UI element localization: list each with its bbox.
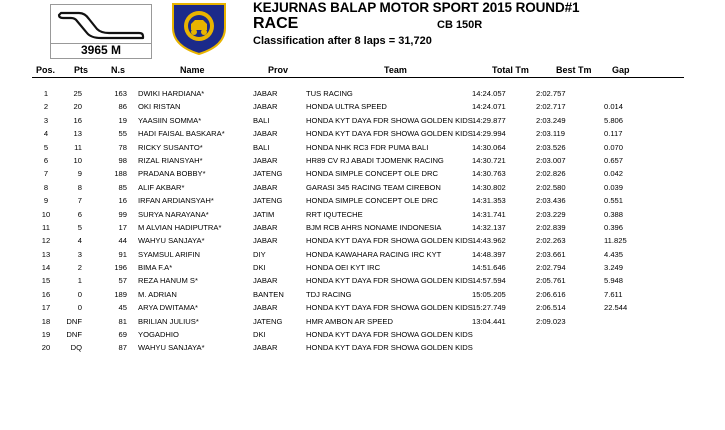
province-cell: JABAR [253,303,278,313]
rider-name-cell: BIMA F.A* [138,263,173,273]
team-cell: HONDA KYT DAYA FDR SHOWA GOLDEN KIDS [306,330,473,340]
rider-name-cell: WAHYU SANJAYA* [138,236,205,246]
rider-name-cell: ALIF AKBAR* [138,182,185,192]
rider-name-cell: HADI FAISAL BASKARA* [138,129,225,139]
number-cell: 57 [118,276,127,286]
class-name: CB 150R [437,19,483,31]
team-cell: HONDA ULTRA SPEED [306,102,387,112]
gap-cell: 22.544 [604,303,628,313]
session-title: RACE [253,15,299,32]
total-time-cell: 14:32.137 [472,222,506,232]
table-row [0,221,725,234]
table-row [0,181,725,194]
number-cell: 69 [118,330,127,340]
rider-name-cell: YAASIIN SOMMA* [138,115,202,125]
gap-cell: 0.388 [604,209,624,219]
table-row [0,208,725,221]
province-cell: BANTEN [253,289,284,299]
pos-cell: 13 [41,249,51,259]
circuit-map-icon [50,4,152,44]
province-cell: JATENG [253,169,283,179]
number-cell: 189 [114,289,127,299]
province-cell: JABAR [253,89,278,98]
pos-cell: 16 [41,289,51,299]
column-header-name: Name [180,65,205,75]
pts-cell: 25 [73,89,82,98]
pos-cell: 8 [43,182,49,192]
column-header-team: Team [384,65,407,75]
rider-name-cell: ARYA DWITAMA* [138,303,198,313]
table-row [0,341,725,354]
best-time-cell: 2:09.023 [536,316,566,326]
pos-cell: 3 [43,115,49,125]
total-time-cell: 14:30.802 [472,182,506,192]
number-cell: 98 [118,155,127,165]
province-cell: JABAR [253,155,278,165]
province-cell: JABAR [253,102,278,112]
pts-cell: 10 [73,155,82,165]
province-cell: JATENG [253,196,283,206]
best-time-cell: 2:05.761 [536,276,566,286]
pts-cell: 13 [73,129,82,139]
pos-cell: 15 [41,276,51,286]
pos-cell: 18 [41,316,51,326]
pts-cell: 7 [77,196,82,206]
best-time-cell: 2:03.526 [536,142,566,152]
table-row [0,100,725,113]
column-header-ns: N.s [111,65,126,75]
table-row [0,315,725,328]
circuit-length: 3965 M [50,42,152,59]
team-cell: HONDA SIMPLE CONCEPT OLE DRC [306,196,438,206]
results-table [0,87,725,355]
gap-cell: 3.249 [604,263,624,273]
team-cell: HONDA KYT DAYA FDR SHOWA GOLDEN KIDS [306,129,473,139]
pts-cell: DNF [66,316,82,326]
best-time-cell: 2:06.616 [536,289,566,299]
rider-name-cell: SURYA NARAYANA* [138,209,209,219]
best-time-cell: 2:02.826 [536,169,566,179]
number-cell: 78 [118,142,127,152]
number-cell: 17 [118,222,127,232]
total-time-cell: 14:48.397 [472,249,506,259]
pts-cell: 2 [77,263,82,273]
pos-cell: 4 [43,129,49,139]
best-time-cell: 2:03.119 [536,129,565,139]
pos-cell: 14 [41,263,51,273]
column-header-gap: Gap [612,65,630,75]
pts-cell: 0 [77,303,82,313]
gap-cell: 0.396 [604,222,624,232]
pts-cell: 3 [77,249,82,259]
rider-name-cell: WAHYU SANJAYA* [138,343,205,353]
province-cell: JABAR [253,236,278,246]
pts-cell: 16 [73,115,82,125]
number-cell: 91 [118,249,127,259]
rider-name-cell: RICKY SUSANTO* [138,142,203,152]
number-cell: 196 [114,263,127,273]
province-cell: JABAR [253,276,278,286]
rider-name-cell: SYAMSUL ARIFIN [138,249,201,259]
number-cell: 99 [118,209,127,219]
province-cell: JABAR [253,182,278,192]
rider-name-cell: PRADANA BOBBY* [138,169,206,179]
pts-cell: 6 [77,209,82,219]
number-cell: 19 [118,115,127,125]
table-row [0,194,725,207]
best-time-cell: 2:02.794 [536,263,566,273]
table-row [0,154,725,167]
total-time-cell: 14:24.071 [472,102,506,112]
pts-cell: 9 [77,169,82,179]
column-header-pts: Pts [74,65,89,75]
best-time-cell: 2:02.580 [536,182,566,192]
number-cell: 85 [118,182,127,192]
gap-cell: 5.806 [604,115,624,125]
team-cell: HMR AMBON AR SPEED [306,316,393,326]
best-time-cell: 2:06.514 [536,303,566,313]
number-cell: 86 [118,102,127,112]
best-time-cell: 2:03.436 [536,196,566,206]
gap-cell: 11.825 [604,236,627,246]
team-cell: BJM RCB AHRS NONAME INDONESIA [306,222,442,232]
table-row [0,328,725,341]
number-cell: 81 [118,316,127,326]
team-cell: TUS RACING [306,89,353,98]
total-time-cell: 14:30.721 [472,155,506,165]
total-time-cell: 14:29.877 [472,115,506,125]
total-time-cell: 14:30.763 [472,169,506,179]
column-header-best-time: Best Tm [556,65,592,75]
rider-name-cell: DWIKI HARDIANA* [138,89,205,98]
table-row [0,141,725,154]
pos-cell: 10 [41,209,51,219]
pos-cell: 5 [43,142,49,152]
best-time-cell: 2:03.249 [536,115,566,125]
pos-cell: 11 [42,222,50,232]
total-time-cell: 13:04.441 [472,316,506,326]
team-cell: HONDA OEI KYT IRC [306,263,381,273]
table-row [0,274,725,287]
rider-name-cell: BRILIAN JULIUS* [138,316,199,326]
pos-cell: 12 [41,236,51,246]
pos-cell: 7 [43,169,49,179]
team-cell: HONDA KYT DAYA FDR SHOWA GOLDEN KIDS [306,303,473,313]
best-time-cell: 2:02.839 [536,222,566,232]
province-cell: JATENG [253,316,283,326]
total-time-cell: 14:51.646 [472,263,506,273]
column-header-total-time: Total Tm [492,65,529,75]
pts-cell: 20 [73,102,82,112]
pos-cell: 19 [41,330,51,340]
gap-cell: 0.117 [604,129,623,139]
rider-name-cell: M. ADRIAN [138,289,177,299]
total-time-cell: 14:43.962 [472,236,506,246]
table-row [0,261,725,274]
total-time-cell: 14:29.994 [472,129,506,139]
total-time-cell: 14:31.741 [472,209,506,219]
number-cell: 163 [114,89,127,98]
table-row [0,127,725,140]
gap-cell: 0.039 [604,182,624,192]
pos-cell: 1 [43,89,49,98]
gap-cell: 0.551 [604,196,624,206]
pos-cell: 17 [41,303,51,313]
gap-cell: 4.435 [604,249,624,259]
table-row [0,114,725,127]
team-cell: HONDA NHK RC3 FDR PUMA BALI [306,142,429,152]
number-cell: 44 [118,236,127,246]
team-cell: TDJ RACING [306,289,352,299]
total-time-cell: 15:05.205 [472,289,506,299]
pts-cell: 5 [77,222,82,232]
province-cell: DIY [253,249,266,259]
column-header-prov: Prov [268,65,289,75]
rider-name-cell: RIZAL RIANSYAH* [138,155,203,165]
number-cell: 16 [118,196,127,206]
table-row [0,288,725,301]
province-cell: JABAR [253,222,278,232]
pos-cell: 20 [41,343,51,353]
best-time-cell: 2:03.007 [536,155,566,165]
pts-cell: DNF [66,330,82,340]
rider-name-cell: OKI RISTAN [138,102,181,112]
rider-name-cell: IRFAN ARDIANSYAH* [138,196,214,206]
pts-cell: 11 [74,142,82,152]
province-cell: JABAR [253,129,278,139]
rider-name-cell: M ALVIAN HADIPUTRA* [138,222,222,232]
number-cell: 45 [118,303,127,313]
gap-cell: 7.611 [604,289,623,299]
gap-cell: 0.042 [604,169,624,179]
team-cell: HR89 CV RJ ABADI TJOMENK RACING [306,155,444,165]
table-row [0,301,725,314]
team-cell: HONDA SIMPLE CONCEPT OLE DRC [306,169,438,179]
pts-cell: 8 [77,182,82,192]
team-cell: HONDA KYT DAYA FDR SHOWA GOLDEN KIDS [306,236,473,246]
number-cell: 188 [114,169,127,179]
table-row [0,167,725,180]
team-cell: HONDA KAWAHARA RACING IRC KYT [306,249,442,259]
pts-cell: 0 [77,289,82,299]
pos-cell: 6 [43,155,49,165]
team-cell: HONDA KYT DAYA FDR SHOWA GOLDEN KIDS [306,343,473,353]
total-time-cell: 14:57.594 [472,276,506,286]
team-cell: RRT IQUTECHE [306,209,363,219]
column-header-pos: Pos. [36,65,56,75]
province-cell: JABAR [253,343,278,353]
table-row [0,248,725,261]
team-cell: HONDA KYT DAYA FDR SHOWA GOLDEN KIDS [306,115,473,125]
best-time-cell: 2:03.661 [536,249,566,259]
gap-cell: 0.014 [604,102,624,112]
number-cell: 87 [118,343,127,353]
association-crest-logo [165,0,233,56]
pos-cell: 2 [43,102,49,112]
table-row [0,234,725,247]
rider-name-cell: REZA HANUM S* [138,276,198,286]
table-row [0,87,725,100]
best-time-cell: 2:03.229 [536,209,566,219]
best-time-cell: 2:02.263 [536,236,566,246]
classification-summary: Classification after 8 laps = 31,720 [253,35,432,47]
province-cell: JATIM [253,209,275,219]
pts-cell: DQ [70,343,82,353]
rider-name-cell: YOGADHIO [138,330,179,340]
pts-cell: 4 [77,236,82,246]
province-cell: DKI [253,330,266,340]
best-time-cell: 2:02.757 [536,89,566,98]
gap-cell: 5.948 [604,276,624,286]
best-time-cell: 2:02.717 [536,102,566,112]
header-divider [32,77,684,78]
province-cell: DKI [253,263,266,273]
team-cell: HONDA KYT DAYA FDR SHOWA GOLDEN KIDS [306,276,473,286]
event-title: KEJURNAS BALAP MOTOR SPORT 2015 ROUND#1 [253,0,580,15]
province-cell: BALI [253,115,270,125]
gap-cell: 0.657 [604,155,624,165]
total-time-cell: 15:27.749 [472,303,506,313]
province-cell: BALI [253,142,270,152]
total-time-cell: 14:31.353 [472,196,506,206]
team-cell: GARASI 345 RACING TEAM CIREBON [306,182,441,192]
pos-cell: 9 [43,196,49,206]
number-cell: 55 [118,129,127,139]
total-time-cell: 14:30.064 [472,142,506,152]
total-time-cell: 14:24.057 [472,89,506,98]
pts-cell: 1 [77,276,82,286]
gap-cell: 0.070 [604,142,624,152]
